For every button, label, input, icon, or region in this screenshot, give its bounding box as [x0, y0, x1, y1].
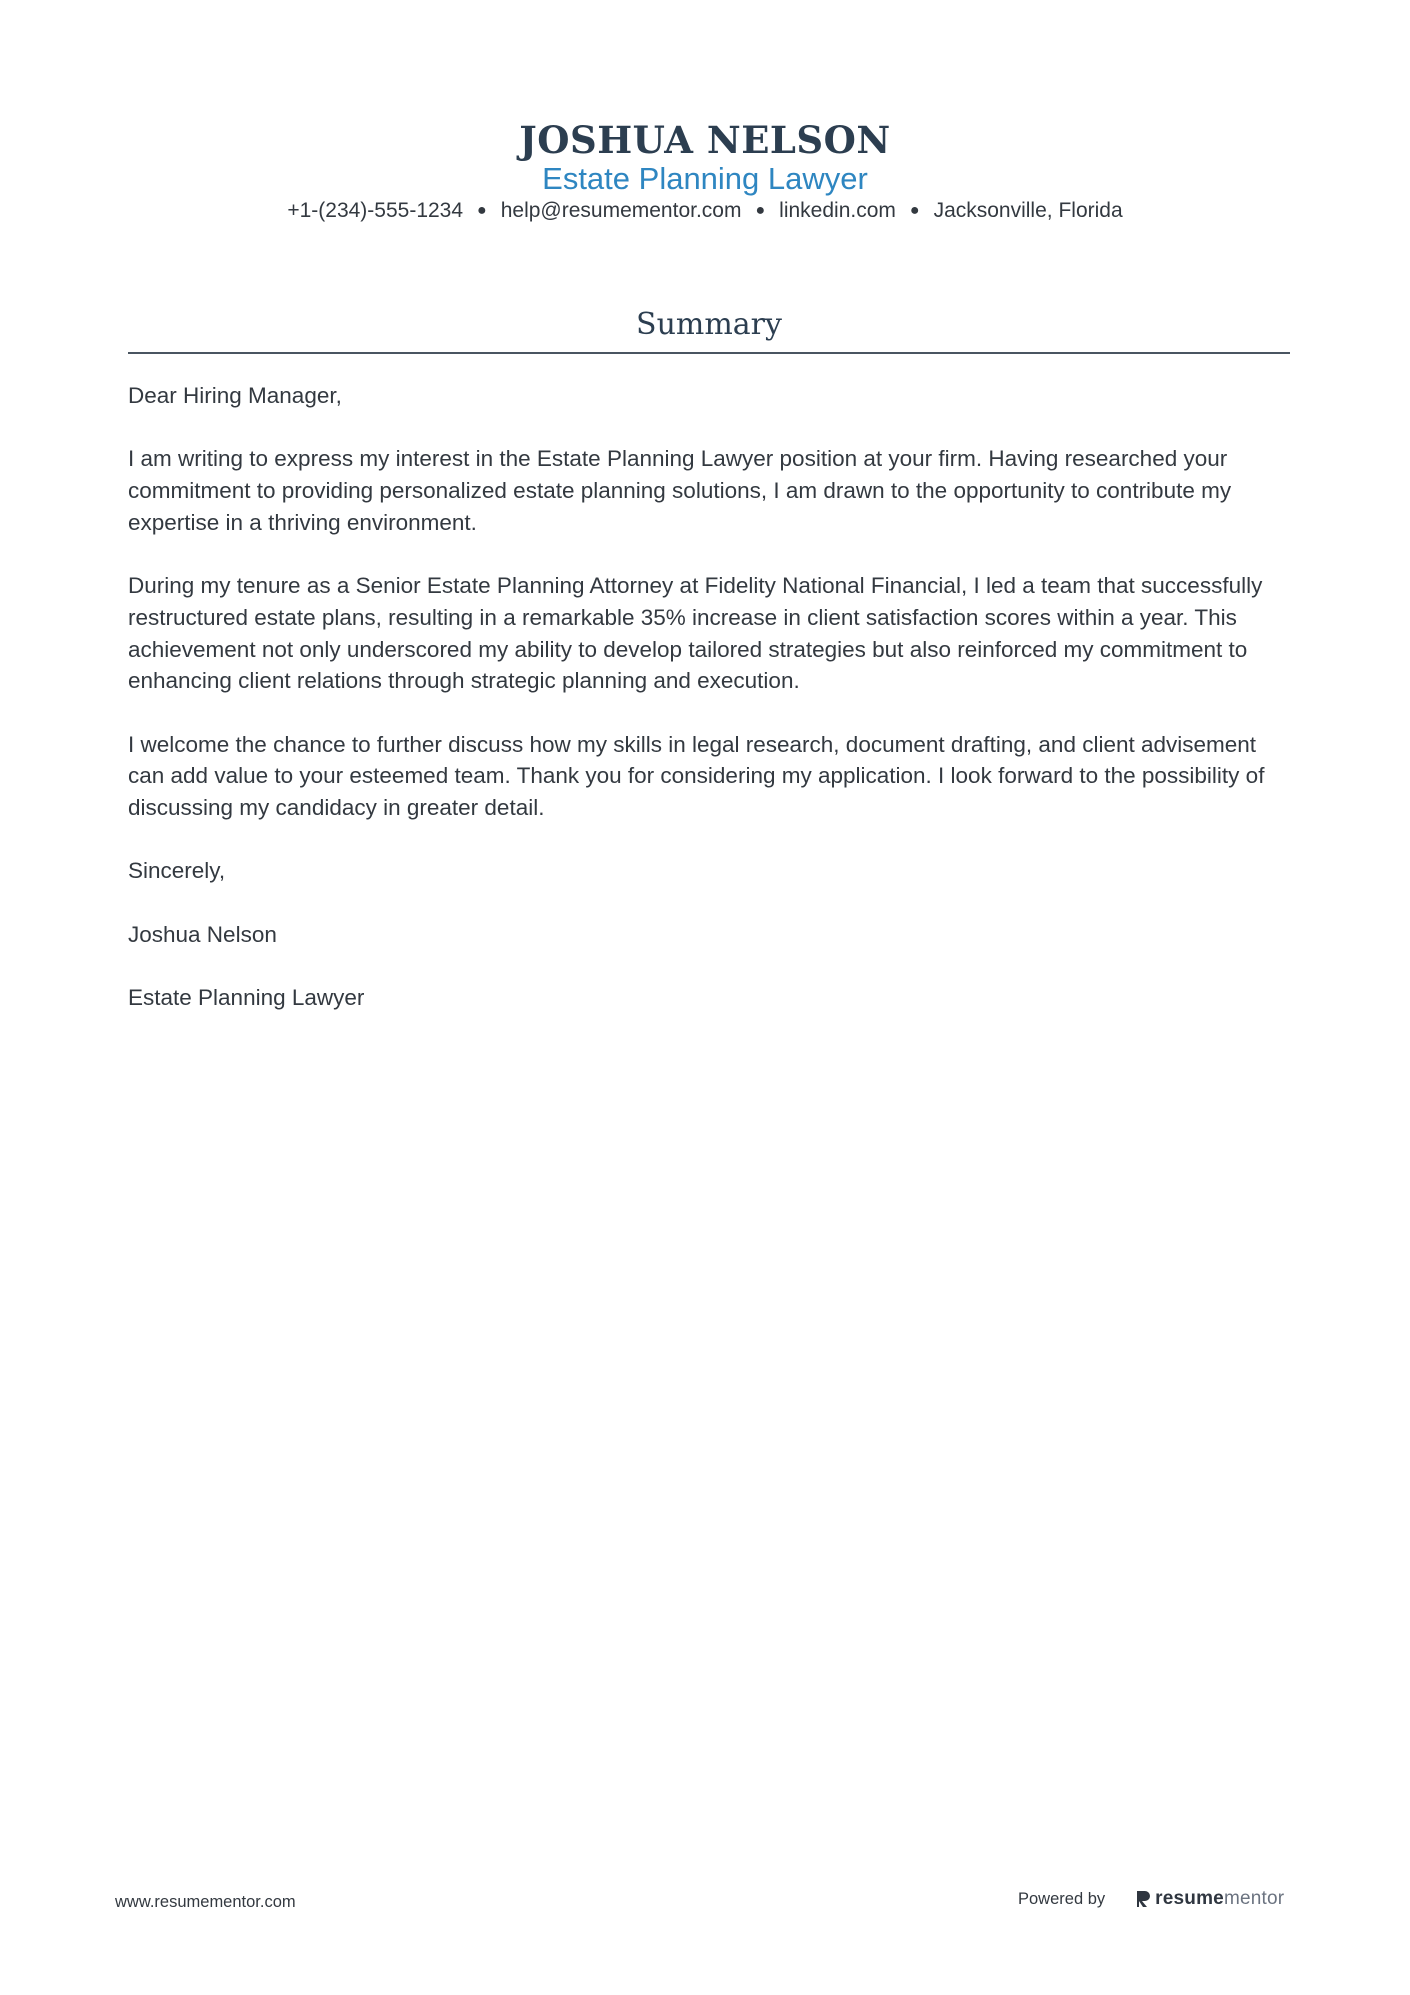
letter-closing: Sincerely,	[128, 858, 226, 884]
applicant-name: JOSHUA NELSON	[519, 118, 891, 162]
section-title: Summary	[636, 307, 782, 342]
letter-greeting: Dear Hiring Manager,	[128, 383, 342, 408]
letter-paragraph: I welcome the chance to further discuss how my skills in legal research, document drafting, and client advisement can add value to your esteemed team. Thank you for considering my application. I look forward to the possibility of discussing my candidacy in greater detail.	[128, 731, 1265, 821]
bullet-separator-icon: ●	[755, 202, 766, 220]
bullet-separator-icon: ●	[477, 202, 487, 220]
contact-phone: +1-(234)-555-1234	[287, 199, 464, 222]
applicant-role: Estate Planning Lawyer	[542, 161, 868, 196]
header	[0, 118, 1410, 226]
signature-name: Joshua Nelson	[128, 921, 277, 947]
contact-location: Jacksonville, Florida	[933, 199, 1123, 222]
brand-name-light: mentor	[1223, 1888, 1285, 1909]
footer-brand	[1018, 1888, 1284, 1910]
contact-email[interactable]: help@resumementor.com	[500, 199, 742, 222]
signature-title: Estate Planning Lawyer	[128, 985, 365, 1011]
contact-line	[0, 196, 1410, 226]
contact-linkedin[interactable]: linkedin.com	[779, 199, 896, 222]
letter-body	[128, 380, 1290, 1046]
brand-name-bold: resume	[1155, 1888, 1224, 1909]
resumementor-logo-icon	[1135, 1889, 1151, 1909]
letter-paragraph: I am writing to express my interest in the Estate Planning Lawyer position at your firm. Having researched your commitment to providing personalized estate planning solutions, I am drawn to the opportunity to contribute my expertise in a thriving environment.	[128, 446, 1232, 535]
footer-website[interactable]: www.resumementor.com	[115, 1893, 296, 1911]
brand-logo[interactable]	[1135, 1888, 1284, 1910]
bullet-separator-icon: ●	[909, 202, 920, 220]
section-divider	[128, 352, 1290, 354]
letter-paragraph: During my tenure as a Senior Estate Planning Attorney at Fidelity National Financial, I led a team that successfully restructured estate plans, resulting in a remarkable 35% increase in client satisfaction scores within a year. This achievement not only underscored my ability to develop tailored strategies but also reinforced my commitment to enhancing client relations through strategic planning and execution.	[128, 573, 1263, 694]
powered-by-label: Powered by	[1018, 1889, 1106, 1908]
